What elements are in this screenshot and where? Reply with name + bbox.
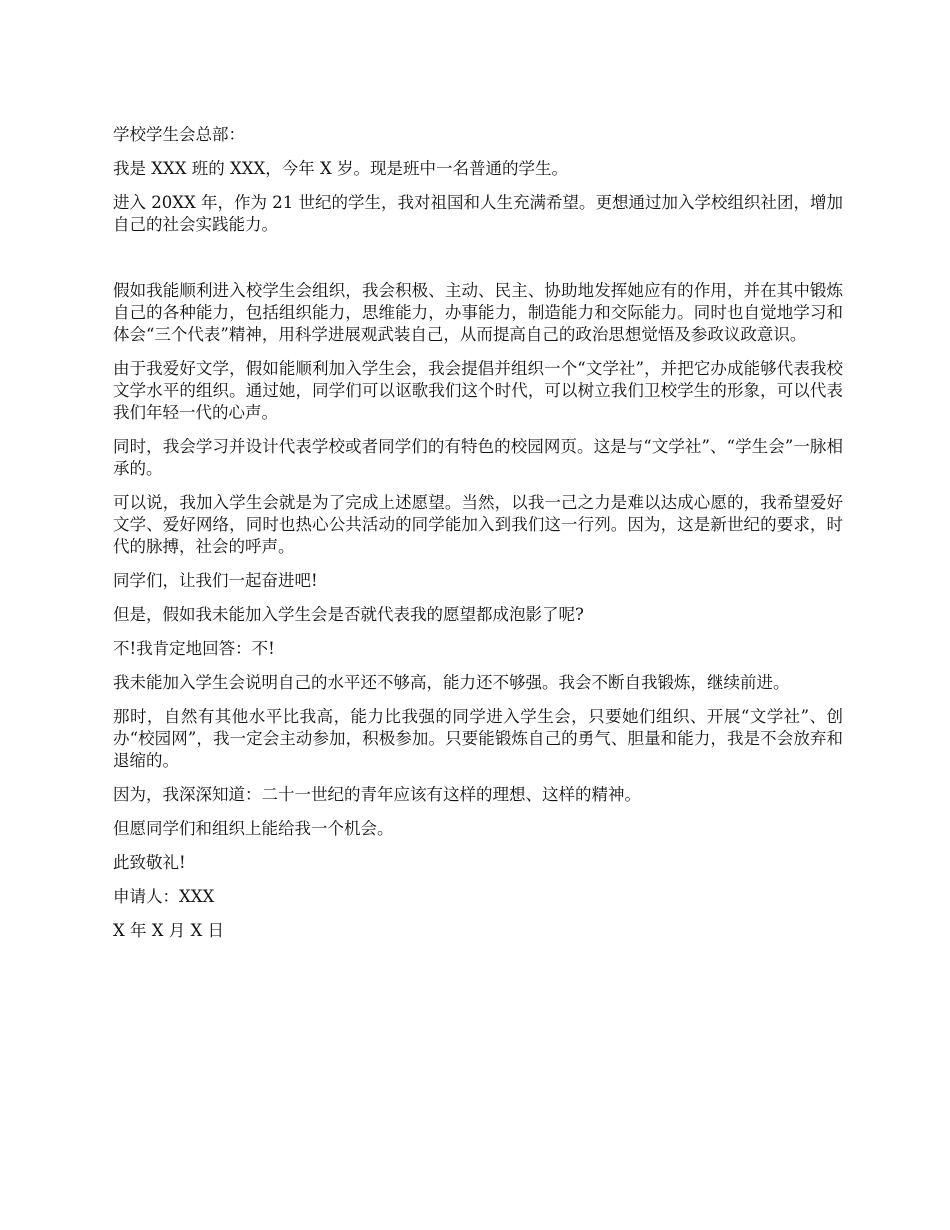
closing: 此致敬礼! xyxy=(113,853,186,872)
paragraph-motivation: 进入 20XX 年，作为 21 世纪的学生，我对祖国和人生充满希望。更想通过加入学校组织社团，增加自己的社会实践能力。 xyxy=(113,193,843,234)
paragraph-website: 同时，我会学习并设计代表学校或者同学们的有特色的校园网页。这是与“文学社”、“学生会”一脉相承的。 xyxy=(113,437,843,478)
applicant-signature: 申请人：XXX xyxy=(113,887,215,906)
paragraph-answer: 不!我肯定地回答：不! xyxy=(113,639,275,658)
salutation: 学校学生会总部： xyxy=(113,125,245,144)
paragraph-rally: 同学们，让我们一起奋进吧! xyxy=(113,571,318,590)
paragraph-plan: 假如我能顺利进入校学生会组织，我会积极、主动、民主、协助地发挥她应有的作用，并在其中锻炼自己的各种能力，包括组织能力，思维能力，办事能力，制造能力和交际能力。同时也自觉地学习和体会“三个代表”精神，用科学进展观武装自己，从而提高自己的政治思想觉悟及参政议政意识。 xyxy=(113,281,843,344)
date: X 年 X 月 X 日 xyxy=(113,921,224,940)
paragraph-participation: 那时，自然有其他水平比我高，能力比我强的同学进入学生会，只要她们组织、开展“文学社”、创办“校园网”，我一定会主动参加，积极参加。只要能锻炼自己的勇气、胆量和能力，我是不会放弃和退缩的。 xyxy=(113,707,843,770)
paragraph-question: 但是，假如我未能加入学生会是否就代表我的愿望都成泡影了呢? xyxy=(113,605,584,624)
paragraph-literature-club: 由于我爱好文学，假如能顺利加入学生会，我会提倡并组织一个“文学社”，并把它办成能够代表我校文学水平的组织。通过她，同学们可以讴歌我们这个时代，可以树立我们卫校学生的形象，可以代表我们年轻一代的心声。 xyxy=(113,359,843,422)
paragraph-belief: 因为，我深深知道：二十一世纪的青年应该有这样的理想、这样的精神。 xyxy=(113,785,641,804)
paragraph-hope: 但愿同学们和组织上能给我一个机会。 xyxy=(113,819,394,838)
paragraph-wish: 可以说，我加入学生会就是为了完成上述愿望。当然，以我一己之力是难以达成心愿的，我希望爱好文学、爱好网络，同时也热心公共活动的同学能加入到我们这一行列。因为，这是新世纪的要求，时代的脉搏，社会的呼声。 xyxy=(113,493,843,556)
paragraph-self-improvement: 我未能加入学生会说明自己的水平还不够高，能力还不够强。我会不断自我锻炼，继续前进。 xyxy=(113,673,790,692)
letter-body xyxy=(113,124,843,954)
paragraph-intro: 我是 XXX 班的 XXX，今年 X 岁。现是班中一名普通的学生。 xyxy=(113,159,568,178)
